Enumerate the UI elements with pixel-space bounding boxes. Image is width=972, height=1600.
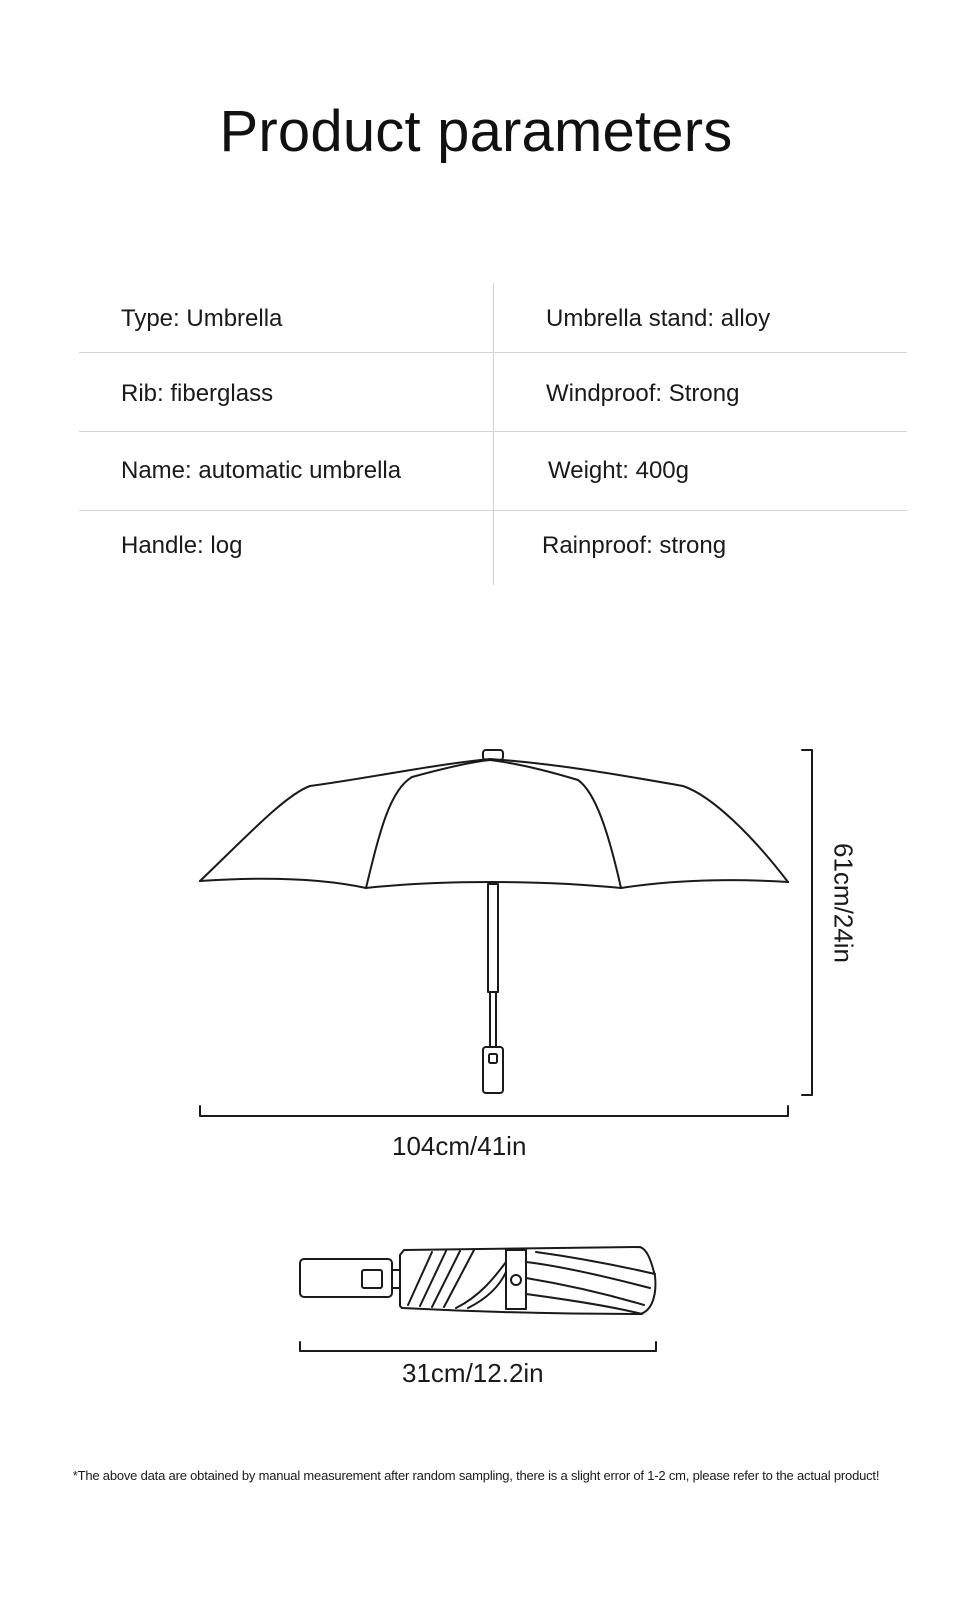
spec-umbrella-stand: Umbrella stand: alloy [546, 305, 771, 332]
spec-rainproof: Rainproof: strong [542, 532, 727, 559]
height-dimension-bracket [802, 750, 812, 1095]
open-height-label: 61cm/24in [828, 843, 859, 963]
width-dimension-bracket [200, 1106, 788, 1116]
spec-type: Type: Umbrella [121, 305, 283, 332]
umbrella-handle [483, 1047, 503, 1093]
canopy-outline [200, 759, 788, 882]
open-width-label: 104cm/41in [392, 1131, 527, 1161]
folded-length-label: 31cm/12.2in [402, 1358, 544, 1388]
folded-length-dimension-bracket [300, 1342, 656, 1351]
canopy-panel-line [366, 760, 490, 888]
footnote: *The above data are obtained by manual measurement after random sampling, there is a slight error of 1-2 cm, please refer to the actual product! [72, 1468, 880, 1483]
spec-rib: Rib: fiberglass [121, 380, 274, 407]
open-umbrella-canopy [200, 750, 788, 888]
folded-umbrella [300, 1247, 655, 1314]
canopy-hem [200, 879, 366, 888]
canopy-panel-line [490, 760, 621, 888]
spec-windproof: Windproof: Strong [546, 380, 740, 407]
page-title: Product parameters [219, 99, 733, 164]
folded-handle [300, 1259, 392, 1297]
spec-name: Name: automatic umbrella [121, 457, 402, 484]
umbrella-shaft [488, 884, 498, 1048]
spec-handle: Handle: log [121, 532, 243, 559]
folded-strap [506, 1250, 526, 1309]
canopy-hem [621, 880, 788, 888]
spec-weight: Weight: 400g [548, 457, 689, 484]
